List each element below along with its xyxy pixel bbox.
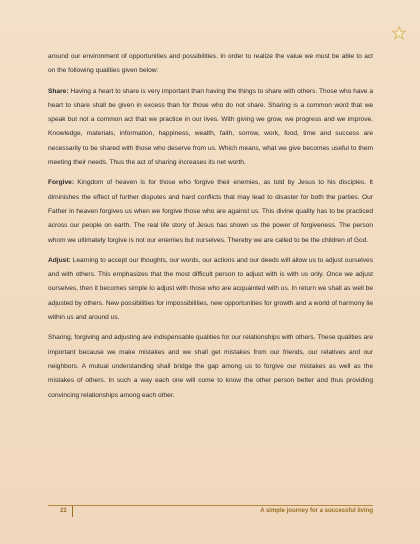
adjust-term: Adjust: [48, 256, 71, 264]
closing-paragraph: Sharing, forgiving and adjusting are indispensable qualities for our relationships with others. These qualities are important because we make mistakes and we shall get mistakes from our friends, our relatives and our neighbors. A mutual understanding shall bridge the gap among us to forgive our mistakes as well as the mistakes of others. In such a way each one will come to know the other person better and thus providing convincing relationships among each other. [48, 334, 373, 399]
forgive-term: Forgive: [48, 179, 75, 187]
footer-divider [48, 505, 373, 506]
footer-separator [72, 506, 73, 517]
adjust-paragraph [48, 254, 373, 325]
forgive-text: Kingdom of heaven is for those who forgive their enemies, as told by Jesus to his disciples. It diminishes the effect of further disputes and hard conflicts that may lead to disaster for both the parties. Our Father in heaven forgives us when we forgive those who are against us. This divine quality has to be practiced across our people on earth. The real life story of Jesus has shown us the power of forgiveness. The person whom we ultimately forgive is not our enemies but ourselves. Thereby we are called to be the children of God. [48, 179, 373, 244]
share-text: Having a heart to share is very important than having the things to share with others. Those who have a heart to share shall be given in excess than for those who do not share. Sharing is a common word that we speak but not a common act that we practice in our lives. With giving we grow, we progress and we improve. Knowledge, materials, information, happiness, wealth, faith, sorrow, work, food, time and success are necessarily to be shared with those who deserve from us. Which means, what we give becomes useful to them meeting their needs. Thus the act of sharing increases its net worth. [48, 87, 373, 167]
book-title: A simple journey for a successful living [260, 508, 373, 514]
page-number: 22 [60, 508, 67, 514]
star-icon [392, 26, 406, 40]
adjust-text: Learning to accept our thoughts, our words, our actions and our deeds will allow us to adjust ourselves and with others. This emphasizes that the most difficult person to adjust with is with us only. Once we adjust ourselves, then it becomes simple to adjust with those who are acquainted with us. In return we shall as well be adjusted by others. New possibilities for impossibilities, new opportunities for growth and a world of harmony lie within us and around us. [48, 256, 373, 322]
body-text [48, 50, 373, 409]
page-footer [48, 508, 373, 518]
forgive-paragraph [48, 176, 373, 247]
intro-paragraph: around our environment of opportunities and possibilities. In order to realize the value we must be able to act on the following qualities given below: [48, 53, 373, 75]
share-term: Share: [48, 87, 69, 95]
share-paragraph [48, 85, 373, 171]
